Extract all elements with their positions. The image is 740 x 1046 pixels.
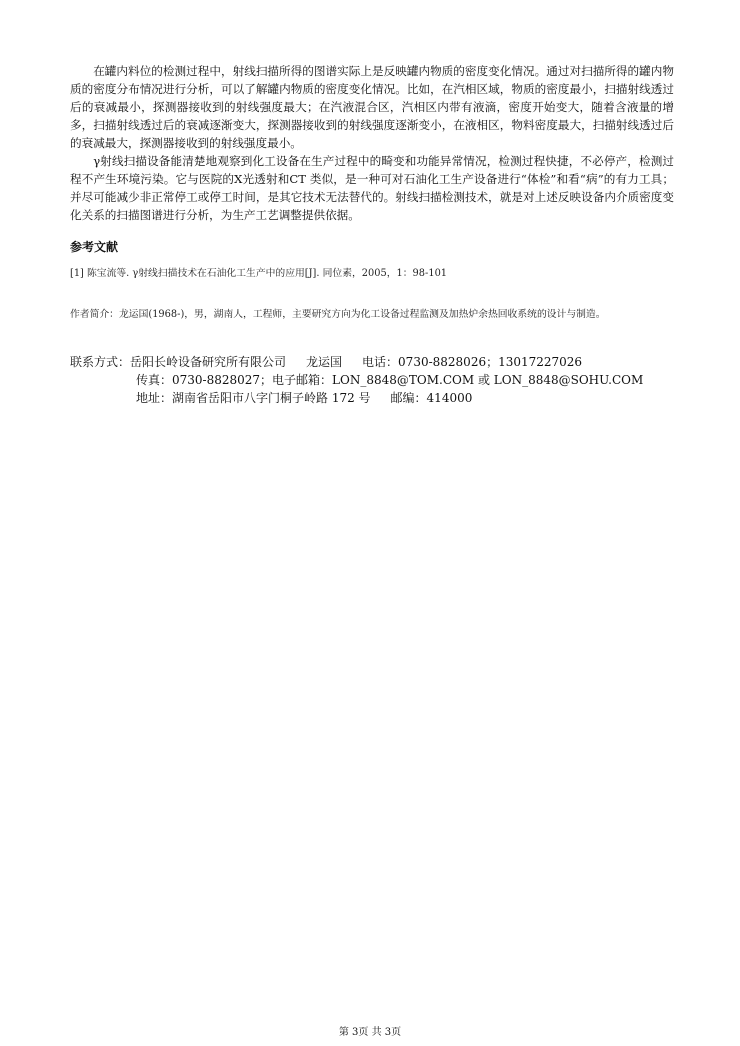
references-heading: 参考文献 [70, 240, 119, 254]
page-footer: 第 3页 共 3页 [338, 1027, 402, 1038]
contact-block [70, 353, 680, 407]
contact-row-fax [70, 371, 680, 389]
contact-person: 龙运国 [306, 355, 343, 369]
contact-row-address [70, 389, 680, 407]
contact-label: 联系方式： [70, 355, 131, 369]
contact-postcode: 邮编：414000 [390, 391, 473, 405]
contact-fax-email: 传真：0730-8828027；电子邮箱：LON_8848@TOM.COM 或 LON_8848@SOHU.COM [136, 373, 644, 387]
contact-phone: 电话：0730-8828026；13017227026 [362, 355, 583, 369]
reference-item: [1] 陈宝流等. γ射线扫描技术在石油化工生产中的应用[J]. 同位素，2005，1：98-101 [70, 268, 448, 279]
paragraph-material-level: 在罐内料位的检测过程中，射线扫描所得的图谱实际上是反映罐内物质的密度变化情况。通过对扫描所得的罐内物质的密度分布情况进行分析，可以了解罐内物质的密度变化情况。比如，在汽相区域，物质的密度最小，扫描射线透过后的衰减最小，探测器接收到的射线强度最大；在汽液混合区，汽相区内带有液滴，密度开始变大，随着含液量的增多，扫描射线透过后的衰减逐渐变大，探测器接收到的射线强度逐渐变小，在液相区，物料密度最大，扫描射线透过后的衰减最大，探测器接收到的射线强度最小。 [70, 64, 674, 150]
contact-row-org [70, 353, 680, 371]
contact-org: 岳阳长岭设备研究所有限公司 [130, 355, 287, 369]
contact-address: 地址：湖南省岳阳市八字门桐子岭路 172 号 [136, 391, 371, 405]
paragraph-gamma-scan: γ射线扫描设备能清楚地观察到化工设备在生产过程中的畸变和功能异常情况，检测过程快捷，不必停产，检测过程不产生环境污染。它与医院的X光透射和CT 类似，是一种可对石油化工生产设备进行“体检”和看“病”的有力工具；并尽可能减少非正常停工或停工时间，是其它技术无法替代的。射线扫描检测技术，就是对上述反映设备内介质密度变化关系的扫描图谱进行分析，为生产工艺调整提供依据。 [70, 154, 674, 222]
author-bio: 作者简介：龙运国(1968-)，男，湖南人，工程师，主要研究方向为化工设备过程监测及加热炉余热回收系统的设计与制造。 [70, 309, 606, 320]
body-text [70, 62, 674, 224]
